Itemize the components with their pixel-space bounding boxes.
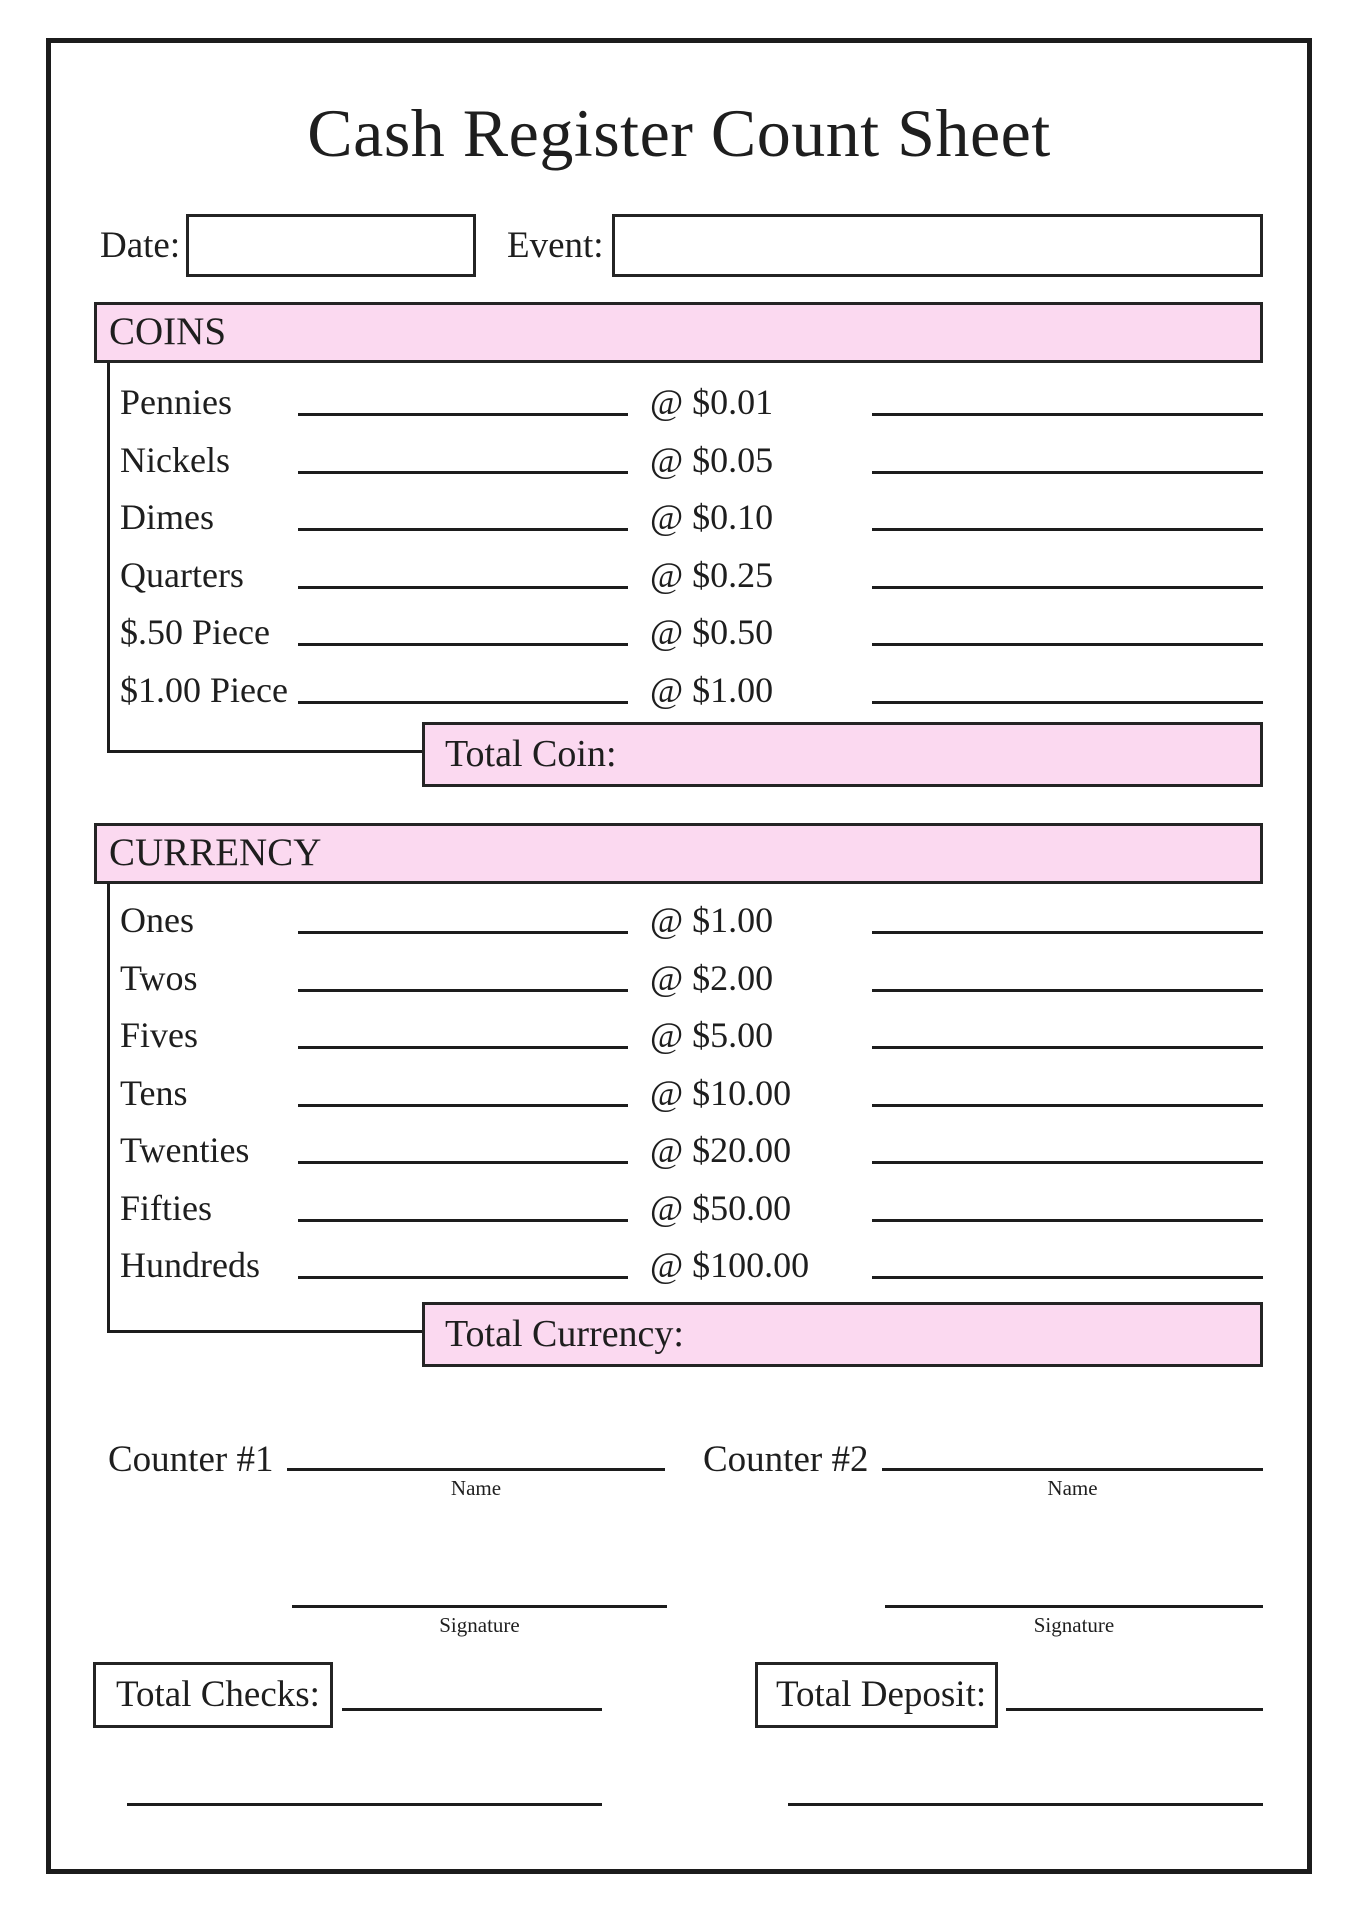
coin-row-dimes	[94, 489, 1263, 547]
total-coin-bar[interactable]	[422, 722, 1263, 787]
count-line[interactable]	[298, 1276, 628, 1279]
counter-2-label: Counter #2	[703, 1439, 869, 1480]
denomination-label: Quarters	[120, 554, 244, 595]
counter-2-name-caption: Name	[1047, 1476, 1098, 1500]
count-line[interactable]	[298, 528, 628, 531]
coins-header-label: COINS	[109, 310, 227, 353]
rate-label: @ $50.00	[650, 1187, 792, 1228]
rate-label: @ $1.00	[650, 900, 774, 940]
event-label: Event:	[507, 225, 604, 266]
currency-header-label: CURRENCY	[109, 831, 322, 874]
rate-label: @ $0.05	[650, 439, 774, 480]
page-title: Cash Register Count Sheet	[307, 95, 1051, 171]
denomination-label: Twos	[120, 957, 198, 998]
count-line[interactable]	[298, 989, 628, 992]
coin-row-nickels	[94, 432, 1263, 490]
denomination-label: $.50 Piece	[120, 612, 270, 652]
amount-line[interactable]	[872, 413, 1263, 416]
denomination-label: Pennies	[120, 382, 232, 422]
denomination-label: Dimes	[120, 497, 214, 537]
counter-2-signature-line[interactable]	[885, 1605, 1263, 1608]
total-checks-label: Total Checks:	[116, 1674, 320, 1715]
total-deposit-line[interactable]	[1006, 1708, 1263, 1711]
date-input-box[interactable]	[186, 214, 476, 277]
currency-row-fives	[94, 1007, 1263, 1065]
rate-label: @ $100.00	[650, 1245, 810, 1285]
total-checks-box	[93, 1662, 333, 1728]
rate-label: @ $0.10	[650, 497, 774, 537]
rate-label: @ $5.00	[650, 1015, 774, 1055]
counter-2-name-line[interactable]	[882, 1468, 1263, 1471]
amount-line[interactable]	[872, 1219, 1263, 1222]
coins-section-header	[94, 302, 1263, 363]
denomination-label: Ones	[120, 900, 194, 940]
amount-line[interactable]	[872, 1104, 1263, 1107]
denomination-label: Nickels	[120, 439, 230, 480]
total-currency-label: Total Currency:	[445, 1313, 684, 1355]
rate-label: @ $10.00	[650, 1072, 792, 1113]
amount-line[interactable]	[872, 1276, 1263, 1279]
denomination-label: Tens	[120, 1072, 188, 1113]
amount-line[interactable]	[872, 471, 1263, 474]
count-line[interactable]	[298, 471, 628, 474]
event-input-box[interactable]	[612, 214, 1263, 277]
date-label: Date:	[100, 225, 181, 266]
count-line[interactable]	[298, 1161, 628, 1164]
amount-line[interactable]	[872, 643, 1263, 646]
currency-row-twenties	[94, 1122, 1263, 1180]
amount-line[interactable]	[872, 931, 1263, 934]
rate-label: @ $1.00	[650, 669, 774, 710]
count-line[interactable]	[298, 1219, 628, 1222]
denomination-label: Hundreds	[120, 1245, 260, 1285]
rate-label: @ $0.50	[650, 612, 774, 652]
currency-row-tens	[94, 1065, 1263, 1123]
total-currency-bar[interactable]	[422, 1302, 1263, 1367]
amount-line[interactable]	[872, 528, 1263, 531]
coin-row-dollar-coin	[94, 662, 1263, 720]
amount-line[interactable]	[872, 1046, 1263, 1049]
counter-2-signature-caption: Signature	[1033, 1613, 1115, 1637]
rate-label: @ $0.01	[650, 382, 774, 422]
amount-line[interactable]	[872, 1161, 1263, 1164]
coins-connector-horizontal	[107, 750, 425, 753]
count-line[interactable]	[298, 701, 628, 704]
counter-1-name-line[interactable]	[287, 1468, 665, 1471]
count-line[interactable]	[298, 1104, 628, 1107]
counter-1-label: Counter #1	[108, 1439, 274, 1480]
total-deposit-label: Total Deposit:	[776, 1674, 987, 1715]
coins-rows	[94, 374, 1263, 719]
count-line[interactable]	[298, 643, 628, 646]
counter-1-signature-caption: Signature	[439, 1613, 520, 1637]
denomination-label: Fives	[120, 1015, 199, 1055]
currency-row-hundreds	[94, 1237, 1263, 1295]
bottom-write-in-line-left[interactable]	[127, 1803, 602, 1806]
rate-label: @ $0.25	[650, 554, 774, 595]
total-checks-line[interactable]	[342, 1708, 602, 1711]
currency-row-ones	[94, 892, 1263, 950]
amount-line[interactable]	[872, 989, 1263, 992]
rate-label: @ $20.00	[650, 1130, 792, 1170]
currency-row-fifties	[94, 1180, 1263, 1238]
coin-row-pennies	[94, 374, 1263, 432]
denomination-label: $1.00 Piece	[120, 669, 288, 710]
amount-line[interactable]	[872, 586, 1263, 589]
count-line[interactable]	[298, 413, 628, 416]
currency-section-header	[94, 823, 1263, 884]
denomination-label: Twenties	[120, 1130, 250, 1170]
count-line[interactable]	[298, 931, 628, 934]
currency-connector-horizontal	[107, 1330, 425, 1333]
rate-label: @ $2.00	[650, 957, 774, 998]
amount-line[interactable]	[872, 701, 1263, 704]
coin-row-quarters	[94, 547, 1263, 605]
count-line[interactable]	[298, 586, 628, 589]
currency-rows	[94, 892, 1263, 1295]
currency-row-twos	[94, 950, 1263, 1008]
counter-1-signature-line[interactable]	[292, 1605, 667, 1608]
total-deposit-box	[755, 1662, 998, 1728]
coin-row-half-dollar	[94, 604, 1263, 662]
counter-1-name-caption: Name	[450, 1476, 502, 1500]
count-line[interactable]	[298, 1046, 628, 1049]
bottom-write-in-line-right[interactable]	[788, 1803, 1263, 1806]
denomination-label: Fifties	[120, 1187, 213, 1228]
total-coin-label: Total Coin:	[445, 733, 617, 775]
